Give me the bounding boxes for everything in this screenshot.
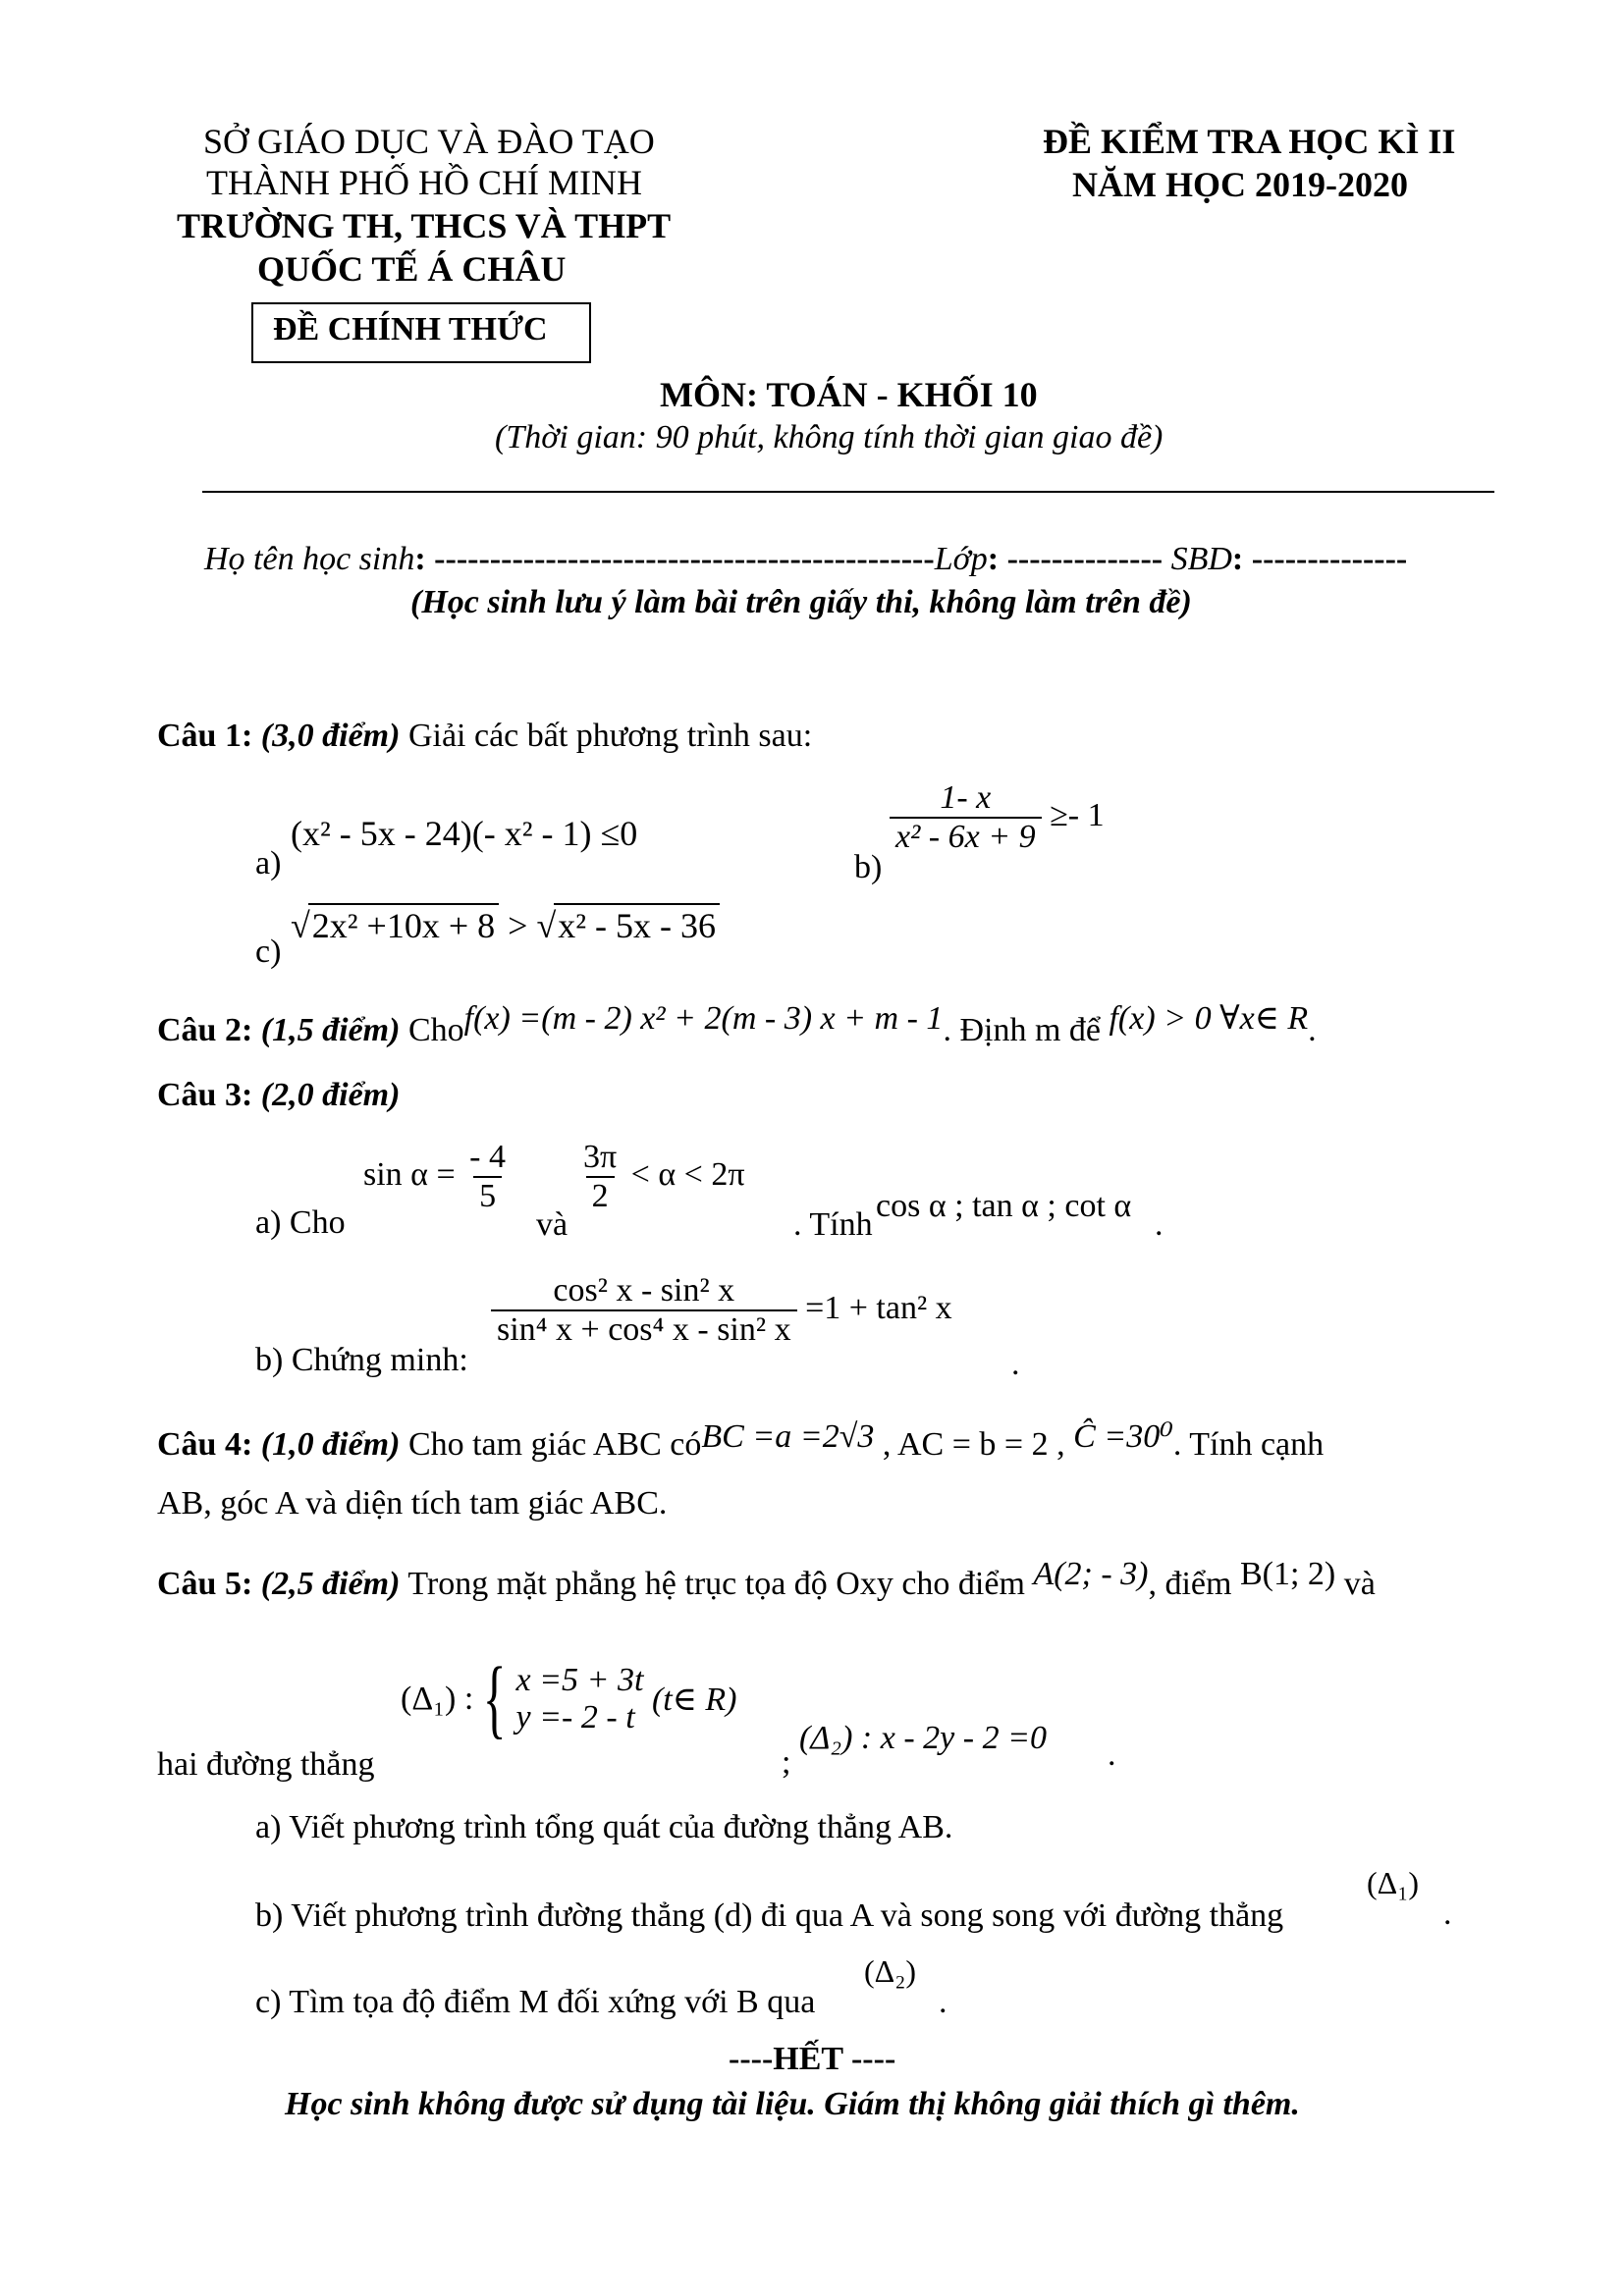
q3-heading — [157, 1076, 400, 1114]
q5-delta1-param: (t∈ R) — [651, 1682, 737, 1718]
q2-text-end: . — [1308, 1012, 1317, 1048]
name-label: Họ tên học sinh — [204, 541, 415, 577]
q4-label: Câu 4: — [157, 1426, 253, 1463]
q5-label: Câu 5: — [157, 1566, 253, 1602]
q5-delta1-eq2: y =- 2 - t — [515, 1699, 635, 1735]
q3a-tinh: . Tính — [793, 1206, 873, 1243]
subject-line: MÔN: TOÁN - KHỐI 10 — [660, 375, 1038, 414]
q5-text-2: , điểm — [1148, 1566, 1232, 1602]
q1-heading — [157, 717, 812, 755]
school-year: NĂM HỌC 2019-2020 — [1072, 165, 1408, 204]
q3a-range — [577, 1139, 745, 1215]
q1a-expression: (x² - 5x - 24)(- x² - 1) ≤0 — [291, 814, 638, 853]
q4-line-2: AB, góc A và diện tích tam giác ABC. — [157, 1485, 668, 1522]
q1-text: Giải các bất phương trình sau: — [407, 718, 813, 754]
q4-text-2: , AC = b = 2 , — [882, 1426, 1065, 1463]
q4-angle: Ĉ =30⁰ — [1073, 1418, 1173, 1455]
q3a-sin: sin α = — [363, 1155, 456, 1193]
q1c-operator: > — [508, 906, 528, 945]
q5-lines-pre: hai đường thẳng — [157, 1746, 375, 1783]
official-label: ĐỀ CHÍNH THỨC — [273, 311, 548, 347]
q5-line-1 — [157, 1556, 1376, 1603]
sqrt-sign-icon: √ — [291, 906, 310, 945]
q5b-end: . — [1443, 1896, 1452, 1932]
q3a-denominator: 5 — [473, 1176, 502, 1215]
footer-note: Học sinh không được sử dụng tài liệu. Giám thị không giải thích gì thêm. — [285, 2086, 1300, 2122]
q2-label: Câu 2: — [157, 1012, 253, 1048]
q2-text-mid: . Định m để — [943, 1012, 1101, 1048]
q3b-identity — [491, 1272, 952, 1349]
q3a-numerator: - 4 — [469, 1139, 506, 1175]
sbd-label: SBD — [1170, 541, 1232, 577]
q5-point-a: A(2; - 3) — [1033, 1556, 1149, 1592]
q1c-left-radicand: 2x² +10x + 8 — [308, 903, 499, 946]
q4-points: (1,0 điểm) — [260, 1426, 401, 1463]
school-name-line-1: TRƯỜNG TH, THCS VÀ THPT — [177, 206, 672, 245]
q5-delta2-end: . — [1108, 1736, 1116, 1773]
q1b-label: b) — [854, 849, 883, 885]
header-divider — [202, 491, 1494, 493]
notice: (Học sinh lưu ý làm bài trên giấy thi, không làm trên đề) — [410, 584, 1192, 620]
q5-points: (2,5 điểm) — [260, 1566, 401, 1602]
q2-function: f(x) =(m - 2) x² + 2(m - 3) x + m - 1 — [463, 1000, 944, 1037]
class-blank: : -------------- — [987, 541, 1164, 577]
dept-line-2: THÀNH PHỐ HỒ CHÍ MINH — [206, 163, 642, 202]
q4-bc: BC =a =2√3 — [701, 1418, 875, 1455]
q1b-numerator: 1- x — [940, 779, 992, 816]
q1c-label: c) — [255, 934, 282, 970]
sbd-blank: : -------------- — [1231, 541, 1408, 577]
q5-point-b: B(1; 2) — [1239, 1556, 1336, 1592]
q2-points: (1,5 điểm) — [260, 1012, 401, 1048]
q3a-and: và — [536, 1206, 568, 1243]
q2-line — [157, 1000, 1317, 1049]
q3-label: Câu 3: — [157, 1077, 253, 1113]
end-mark: ----HẾT ---- — [729, 2041, 896, 2077]
q3a-label: a) Cho — [255, 1204, 346, 1241]
q4-line-1 — [157, 1418, 1325, 1464]
q1b-rhs: ≥- 1 — [1050, 796, 1105, 833]
q1-label: Câu 1: — [157, 718, 253, 754]
class-label: Lớp — [934, 541, 988, 577]
q3a-range-numerator: 3π — [583, 1139, 618, 1175]
brace-icon: { — [483, 1650, 507, 1747]
q5-delta2: (Δ₂) : x - 2y - 2 =0 — [799, 1720, 1048, 1756]
q5-text-1: Trong mặt phẳng hệ trục tọa độ Oxy cho điểm — [407, 1566, 1025, 1602]
q5c: c) Tìm tọa độ điểm M đối xứng với B qua — [255, 1984, 816, 2020]
q5a: a) Viết phương trình tổng quát của đường thẳng AB. — [255, 1809, 953, 1845]
q5c-symbol: (Δ₂) — [864, 1953, 917, 1989]
q1c-right-radicand: x² - 5x - 36 — [554, 903, 720, 946]
time-note: (Thời gian: 90 phút, không tính thời gian giao đề) — [495, 419, 1164, 455]
q5c-end: . — [939, 1984, 947, 2020]
q3a-end: . — [1155, 1206, 1164, 1243]
q1b-denominator: x² - 6x + 9 — [890, 817, 1042, 856]
q5b-symbol: (Δ₁) — [1367, 1865, 1420, 1900]
q3-points: (2,0 điểm) — [260, 1077, 401, 1113]
q3a-given — [363, 1139, 512, 1215]
q5-separator: ; — [782, 1744, 791, 1781]
q1b-expression — [890, 779, 1105, 856]
q3a-range-rest: < α < 2π — [630, 1155, 745, 1193]
q3a-range-denominator: 2 — [586, 1176, 615, 1215]
q2-text-pre: Cho — [407, 1012, 464, 1048]
name-blank: : --------------------------------------------- — [414, 541, 935, 577]
q3b-rhs: =1 + tan² x — [805, 1289, 952, 1326]
q5-text-3: và — [1343, 1566, 1376, 1602]
student-info-line — [204, 540, 1407, 578]
q4-text-1: Cho tam giác ABC có — [407, 1426, 702, 1463]
q3b-numerator: cos² x - sin² x — [553, 1272, 735, 1308]
q1a-label: a) — [255, 845, 282, 881]
q3b-end: . — [1011, 1346, 1020, 1382]
q5-delta1 — [401, 1650, 737, 1747]
q5-delta1-eq1: x =5 + 3t — [515, 1662, 644, 1698]
q2-condition: f(x) > 0 ∀x∈ R — [1109, 1000, 1309, 1037]
q1-points: (3,0 điểm) — [260, 718, 401, 754]
exam-title: ĐỀ KIỂM TRA HỌC KÌ II — [1043, 122, 1456, 161]
q3a-ask: cos α ; tan α ; cot α — [876, 1188, 1132, 1224]
q5-delta1-name: (Δ₁) : — [401, 1681, 474, 1717]
dept-line-1: SỞ GIÁO DỤC VÀ ĐÀO TẠO — [203, 122, 655, 161]
q1c-expression — [291, 903, 720, 946]
school-name-line-2: QUỐC TẾ Á CHÂU — [257, 249, 567, 289]
q3b-label: b) Chứng minh: — [255, 1342, 468, 1378]
sqrt-sign-icon: √ — [536, 906, 557, 945]
q5b: b) Viết phương trình đường thẳng (d) đi qua A và song song với đường thẳng — [255, 1897, 1284, 1934]
q4-text-3: . Tính cạnh — [1172, 1426, 1325, 1463]
q3b-denominator: sin⁴ x + cos⁴ x - sin² x — [491, 1309, 797, 1349]
